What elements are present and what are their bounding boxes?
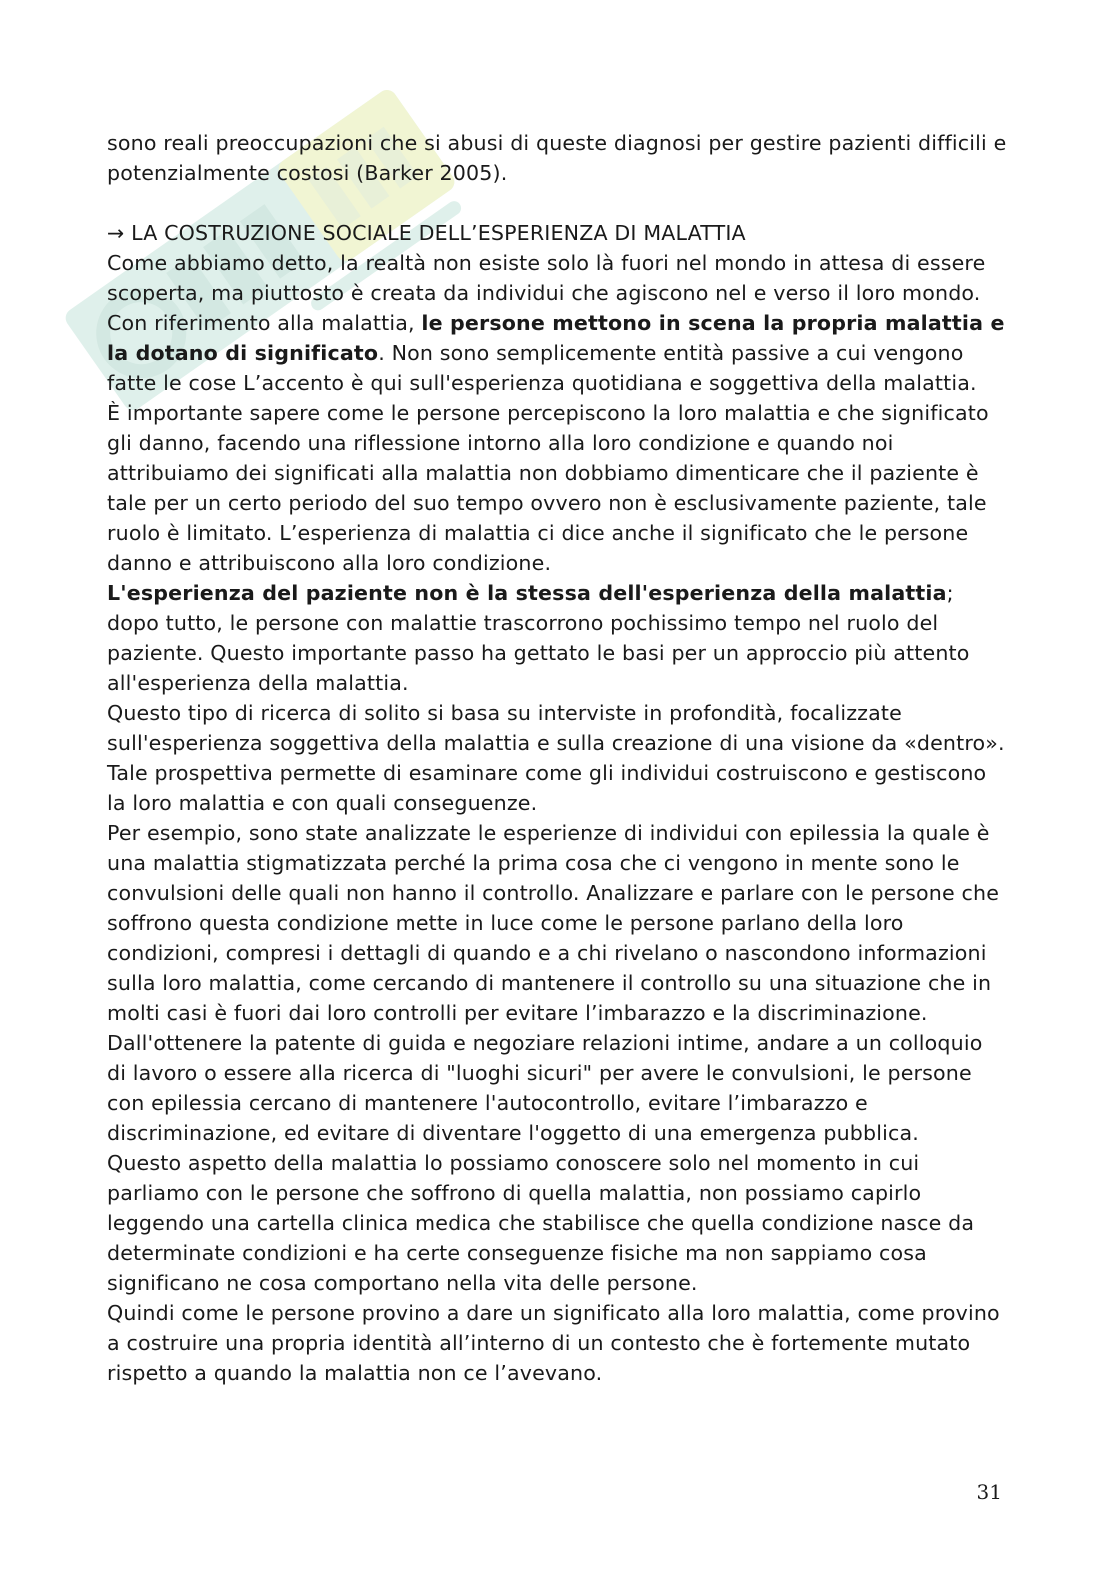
paragraph-gap [107,188,1007,218]
text-run: sono reali preoccupazioni che si abusi di queste diagnosi per gestire pazienti difficili e potenzialmente costosi (Barker 2005). [107,131,1007,185]
text-run: Per esempio, sono state analizzate le esperienze di individui con epilessia la quale è una malattia stigmatizzata perché la prima cosa che ci vengono in mente sono le convulsioni delle quali non hanno il controllo. Analizzare e parlare con le persone che soffrono questa condizione mette in luce come le persone parlano della loro condizioni, compresi i dettagli di quando e a chi rivelano o nascondono informazioni sulla loro malattia, come cercando di mantenere il controllo su una situazione che in molti casi è fuori dai loro controlli per evitare l’imbarazzo e la discriminazione. Dall'ottenere la patente di guida e negoziare relazioni intime, andare a un colloquio di lavoro o essere alla ricerca di "luoghi sicuri" per avere le convulsioni, le persone con epilessia cercano di mantenere l'autocontrollo, evitare l’imbarazzo e discriminazione, ed evitare di diventare l'oggetto di una emergenza pubblica. [107,821,1000,1145]
paragraph [107,578,1007,698]
paragraph [107,698,1007,818]
text-run: È importante sapere come le persone percepiscono la loro malattia e che significato gli danno, facendo una riflessione intorno alla loro condizione e quando noi attribuiamo dei significati alla malattia non dobbiamo dimenticare che il paziente è tale per un certo periodo del suo tempo ovvero non è esclusivamente paziente, tale ruolo è limitato. L’esperienza di malattia ci dice anche il significato che le persone danno e attribuiscono alla loro condizione. [107,401,989,575]
paragraph [107,1148,1007,1298]
text-run: → LA COSTRUZIONE SOCIALE DELL’ESPERIENZA DI MALATTIA [107,221,746,245]
section-heading [107,218,1007,248]
page-number: 31 [976,1480,1002,1504]
document-body [107,128,1007,1388]
text-run: . Non sono semplicemente entità passive a cui vengono fatte le cose L’accento è qui sull'esperienza quotidiana e soggettiva della malattia. [107,341,977,395]
bold-text: L'esperienza del paziente non è la stessa dell'esperienza della malattia [107,581,947,605]
text-run: Questo aspetto della malattia lo possiamo conoscere solo nel momento in cui parliamo con le persone che soffrono di quella malattia, non possiamo capirlo leggendo una cartella clinica medica che stabilisce che quella condizione nasce da determinate condizioni e ha certe conseguenze fisiche ma non sappiamo cosa significano ne cosa comportano nella vita delle persone. [107,1151,975,1295]
paragraph [107,398,1007,578]
text-run: ; dopo tutto, le persone con malattie trascorrono pochissimo tempo nel ruolo del paziente. Questo importante passo ha gettato le basi per un approccio più attento all'esperienza della malattia. [107,581,970,695]
text-run: Quindi come le persone provino a dare un significato alla loro malattia, come provino a costruire una propria identità all’interno di un contesto che è fortemente mutato rispetto a quando la malattia non ce l’avevano. [107,1301,1000,1385]
text-run: Come abbiamo detto, la realtà non esiste solo là fuori nel mondo in attesa di essere scoperta, ma piuttosto è creata da individui che agiscono nel e verso il loro mondo. Con riferimento alla malattia, [107,251,986,335]
text-run: Questo tipo di ricerca di solito si basa su interviste in profondità, focalizzate sull'esperienza soggettiva della malattia e sulla creazione di una visione da «dentro». Tale prospettiva permette di esaminare come gli individui costruiscono e gestiscono la loro malattia e con quali conseguenze. [107,701,1005,815]
paragraph [107,1298,1007,1388]
paragraph [107,818,1007,1148]
bold-text: le persone mettono in scena la propria malattia e la dotano di significato [107,311,1005,365]
paragraph [107,128,1007,188]
paragraph [107,248,1007,398]
